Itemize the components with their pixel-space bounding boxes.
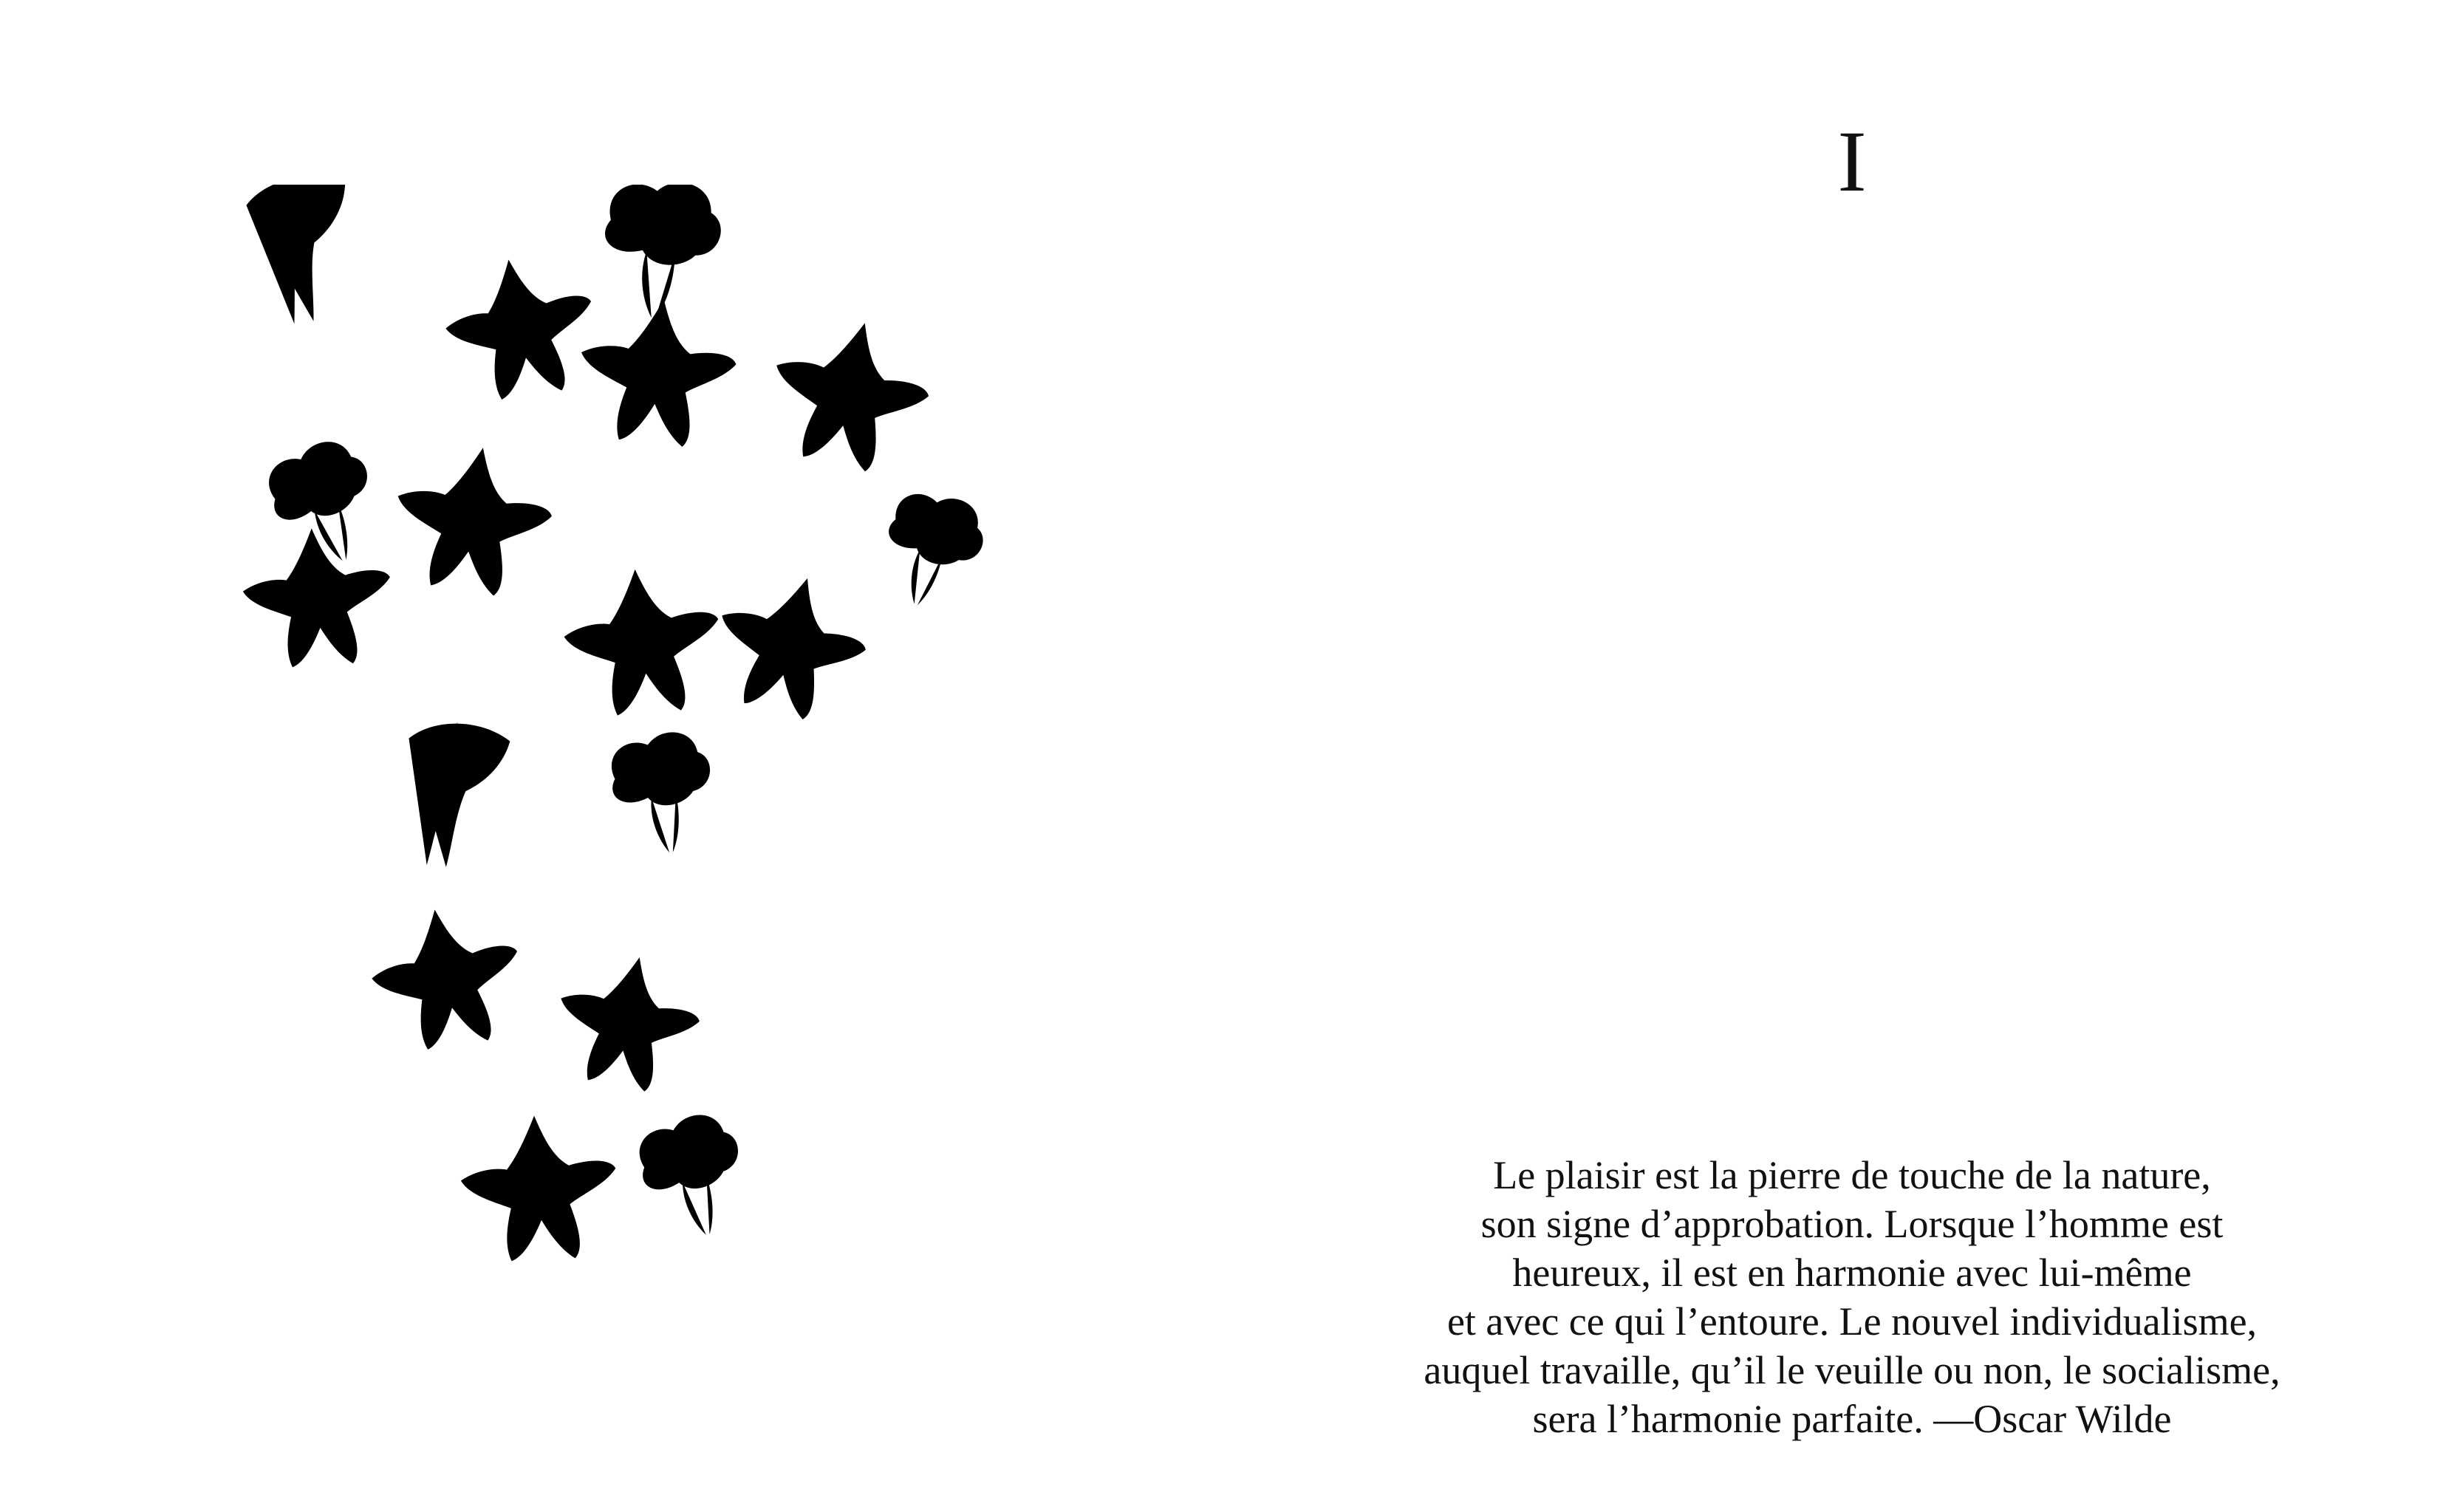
epigraph-quote	[1221, 1151, 2443, 1443]
quote-line: sera l’harmonie parfaite. —Oscar Wilde	[1532, 1397, 2172, 1441]
left-page	[0, 0, 1221, 1512]
quote-line: Le plaisir est la pierre de touche de la nature,	[1493, 1153, 2211, 1197]
right-page	[1221, 0, 2443, 1512]
quote-line: auquel travaille, qu’il le veuille ou non, le socialisme,	[1424, 1348, 2280, 1392]
quote-line: son signe d’approbation. Lorsque l’homme est	[1480, 1202, 2224, 1246]
flower-cluster-drawing	[185, 185, 1071, 1330]
flower-sketch	[238, 185, 994, 1266]
chapter-numeral: I	[1837, 113, 1867, 211]
quote-line: et avec ce qui l’entoure. Le nouvel individualisme,	[1446, 1299, 2258, 1344]
quote-line: heureux, il est en harmonie avec lui-même	[1512, 1251, 2192, 1295]
flower-illustration	[185, 185, 1071, 1330]
